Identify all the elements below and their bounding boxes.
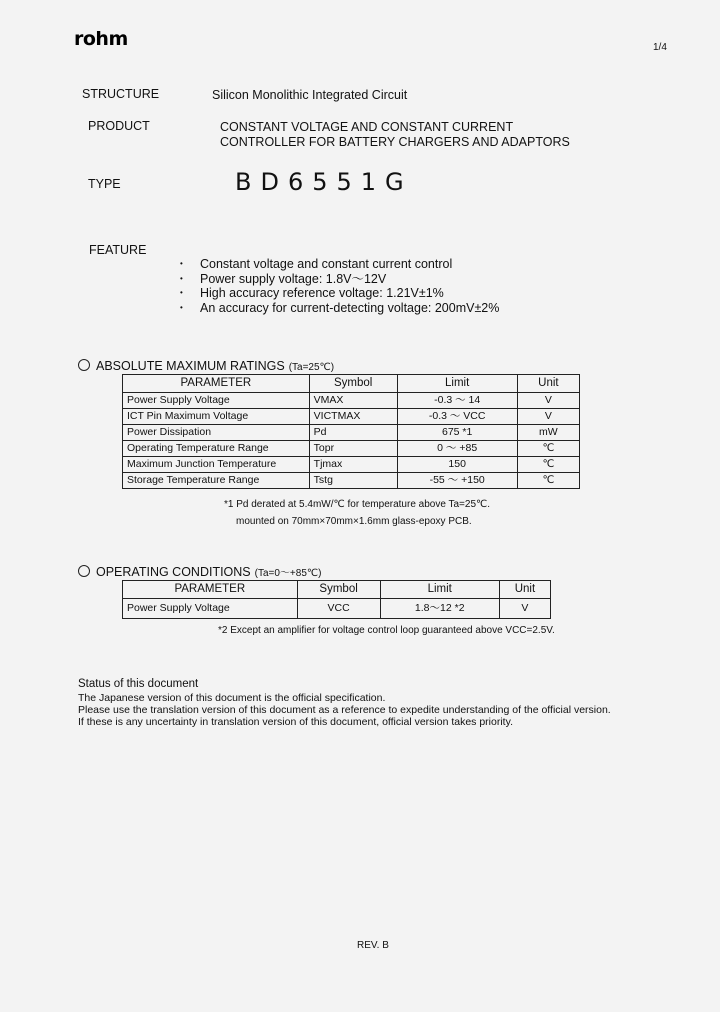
table-row	[123, 473, 580, 489]
abs-max-heading	[78, 359, 334, 373]
cell-limit: 150	[397, 457, 517, 473]
cell-limit: -55 ～ +150	[397, 473, 517, 489]
cell-symbol: VCC	[297, 599, 380, 619]
cell-symbol: Tjmax	[309, 457, 397, 473]
circle-icon	[78, 565, 90, 577]
product-line-2: CONTROLLER FOR BATTERY CHARGERS AND ADAPTORS	[220, 135, 570, 149]
cell-symbol: Topr	[309, 441, 397, 457]
circle-icon	[78, 359, 90, 371]
status-line: Please use the translation version of this document as a reference to expedite understanding of the official version.	[78, 704, 611, 716]
bullet-icon: •	[180, 302, 183, 312]
col-unit: Unit	[517, 375, 579, 393]
cell-limit: -0.3 ～ VCC	[397, 409, 517, 425]
col-parameter: PARAMETER	[123, 581, 298, 599]
cell-unit: V	[517, 409, 579, 425]
operating-heading	[78, 564, 321, 579]
table-row	[123, 457, 580, 473]
cell-parameter: ICT Pin Maximum Voltage	[123, 409, 310, 425]
status-title: Status of this document	[78, 678, 199, 690]
cell-symbol: Tstg	[309, 473, 397, 489]
abs-max-note-1: *1 Pd derated at 5.4mW/℃ for temperature above Ta=25℃.	[224, 499, 491, 510]
table-row	[123, 599, 551, 619]
table-row	[123, 393, 580, 409]
status-line: If these is any uncertainty in translation version of this document, official version takes priority.	[78, 716, 513, 728]
abs-max-note-2: mounted on 70mm×70mm×1.6mm glass-epoxy PCB.	[236, 516, 472, 527]
revision: REV. B	[357, 940, 389, 951]
table-row	[123, 409, 580, 425]
feature-item: • An accuracy for current-detecting voltage: 200mV±2%	[180, 300, 500, 315]
cell-parameter: Maximum Junction Temperature	[123, 457, 310, 473]
table-header-row	[123, 375, 580, 393]
col-symbol: Symbol	[297, 581, 380, 599]
cell-parameter: Power Supply Voltage	[123, 393, 310, 409]
col-limit: Limit	[380, 581, 499, 599]
cell-limit: 1.8～12 *2	[380, 599, 499, 619]
status-line: The Japanese version of this document is the official specification.	[78, 692, 386, 704]
cell-unit: ℃	[517, 441, 579, 457]
cell-limit: -0.3 ～ 14	[397, 393, 517, 409]
operating-table	[122, 580, 551, 619]
cell-symbol: VICTMAX	[309, 409, 397, 425]
feature-item: • High accuracy reference voltage: 1.21V±1%	[180, 286, 444, 300]
cell-parameter: Storage Temperature Range	[123, 473, 310, 489]
cell-unit: mW	[517, 425, 579, 441]
cell-symbol: Pd	[309, 425, 397, 441]
feature-list	[180, 257, 499, 315]
cell-symbol: VMAX	[309, 393, 397, 409]
col-limit: Limit	[397, 375, 517, 393]
type-value: BD6551G	[235, 168, 413, 196]
cell-parameter: Operating Temperature Range	[123, 441, 310, 457]
cell-parameter: Power Dissipation	[123, 425, 310, 441]
col-unit: Unit	[499, 581, 550, 599]
cell-unit: V	[499, 599, 550, 619]
operating-condition: (Ta=0～+85℃)	[254, 568, 322, 579]
cell-unit: ℃	[517, 473, 579, 489]
cell-unit: ℃	[517, 457, 579, 473]
abs-max-title: ABSOLUTE MAXIMUM RATINGS	[96, 359, 285, 373]
cell-limit: 675 *1	[397, 425, 517, 441]
bullet-icon: •	[180, 288, 183, 298]
operating-title: OPERATING CONDITIONS	[96, 565, 251, 579]
page-number: 1/4	[653, 42, 667, 53]
table-row	[123, 425, 580, 441]
feature-item: • Constant voltage and constant current control	[180, 257, 453, 271]
product-line-1: CONSTANT VOLTAGE AND CONSTANT CURRENT	[220, 120, 514, 134]
col-symbol: Symbol	[309, 375, 397, 393]
cell-limit: 0 ～ +85	[397, 441, 517, 457]
abs-max-condition: (Ta=25℃)	[288, 362, 335, 373]
bullet-icon: •	[180, 259, 183, 269]
rohm-logo: rohm	[74, 28, 128, 50]
product-label: PRODUCT	[88, 119, 150, 133]
cell-parameter: Power Supply Voltage	[123, 599, 298, 619]
table-row	[123, 441, 580, 457]
feature-item: • Power supply voltage: 1.8V～12V	[180, 271, 387, 286]
bullet-icon: •	[180, 273, 183, 283]
table-header-row	[123, 581, 551, 599]
structure-value: Silicon Monolithic Integrated Circuit	[212, 88, 408, 102]
operating-note: *2 Except an amplifier for voltage control loop guaranteed above VCC=2.5V.	[218, 625, 555, 636]
col-parameter: PARAMETER	[123, 375, 310, 393]
type-label: TYPE	[88, 177, 121, 191]
feature-label: FEATURE	[89, 243, 147, 257]
structure-label: STRUCTURE	[82, 87, 160, 101]
abs-max-table	[122, 374, 580, 489]
cell-unit: V	[517, 393, 579, 409]
